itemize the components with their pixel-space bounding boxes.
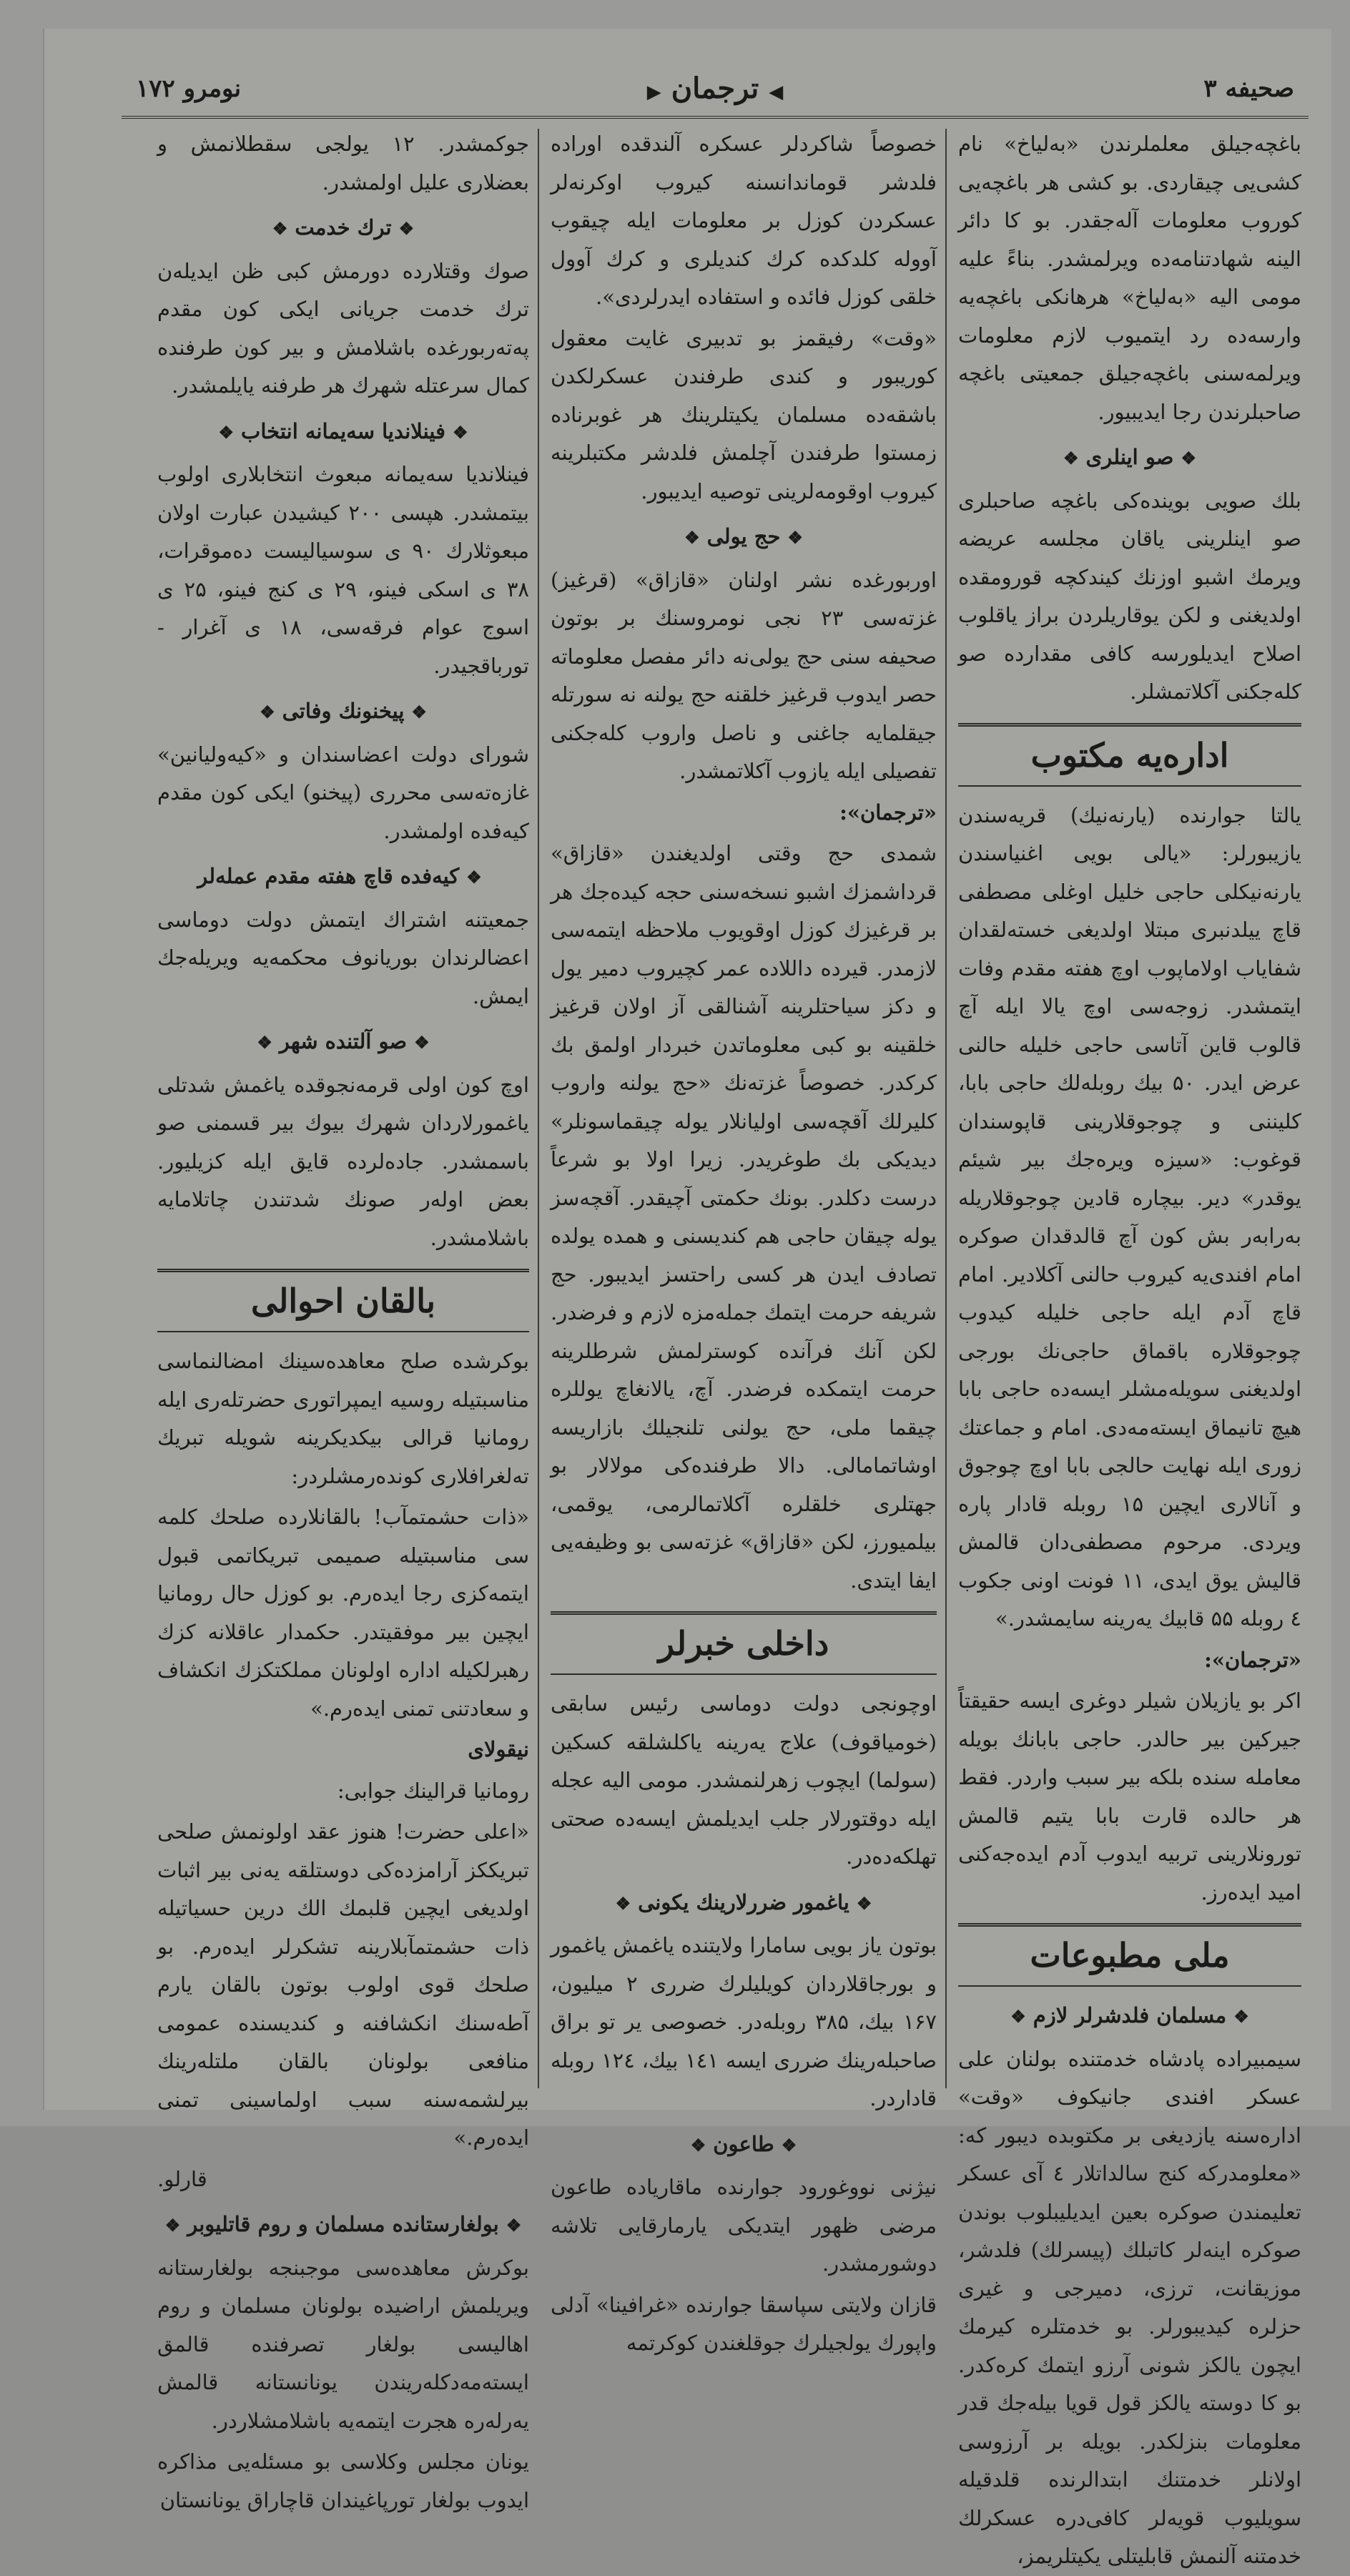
- paragraph: فینلاندیا سەیمانه مبعوث انتخابلاری اولوب بیتمشدر. هپسی ۲۰۰ کیشیدن عبارت اولان مبعوثلارك ۹۰ ی سوسیالیست دەموقرات، ۳۸ ی اسکی فینو، ۲۹ ی کنج فینو، ۲۵ ی اسوج عوام فرقەسی، ۱۸ ی آغرار - تورباقجیدر.: [157, 462, 530, 678]
- subheading: [958, 438, 1301, 478]
- column-left: [157, 125, 530, 2512]
- masthead-title: ترجمان: [671, 72, 759, 105]
- ornament-icon: ❖: [690, 2134, 706, 2155]
- paragraph: بوتون یاز بویی سامارا ولایتنده یاغمش یاغمور و بورجاقلاردان کویلیلرك ضرری ۲ میلیون، ۱۶۷ بیك، ۳۸۵ روبلەدر. خصوصی یر تو براق صاحبلەرینك ضرری ایسه ۱٤۱ بیك، ۱۲٤ روبله قاداردر.: [551, 1933, 937, 2110]
- paragraph: باغچه‌جیلق معلملرندن «بەلیاخ» نام کشی‌یی چیقاردی. بو کشی هر باغچه‌یی کوروب معلومات آلەجقدر. بو کا دائر الینه شهادتنامەده ویرلمشدر. بناءً علیه مومی الیه «بەلیاخ» هرهانکی باغچه‌یه وارسەده رد ایتمیوب لازم معلومات ویرلمەسنی باغچه‌جیلق جمعیتی باغچه صاحبلرندن رجا ایدیبیور.: [958, 132, 1301, 424]
- paragraph: رومانیا قرالینك جوابی:: [337, 1778, 529, 1803]
- attribution: «ترجمان»:: [1204, 1647, 1301, 1672]
- paragraph: سیمبیراده پادشاه خدمتنده بولنان علی عسکر افندی جانیکوف «وقت» ادارەسنه یازدیغی بر مکتوبده دیبور که: «معلومدرکه کنج سالداتلار ٤ آی عسکر تعلیمندن صوکره بعین ایدیلیبلوب بوندن صوکره اینه‌لر کاتبلك (پیسرلك) فلدشر، موزیقانت، ترزی، دمیرجی و غیری حزلره کیدیبورلر. بو خدمتلره کیرمك ایچون یالکز شونی آرزو ایتمك کرەکدر. بو کا دوسته یالکز قول قویا بیلەجك قدر معلومات بنزلکدر. بویله بر آرزوسی اولانلر خدمتنك ابتدالرنده قلدقیله سویلیوب قویەلر کافی‌دره عسکرلك خدمتنه آلنمش قابلیتلی یکیتلریمز،: [958, 2046, 1301, 2568]
- section-title: بالقان احوالی: [157, 1269, 529, 1332]
- paragraph: «ذات حشمتمآب! بالقانلارده صلحك کلمه سی مناسبتیله صمیمی تبریکاتمی قبول ایتمه‌کزی رجا ایدەرم. بو کوزل حال رومانیا ایچین بیر موفقیتدر. حکمدار عاقلانه کزك رهبرلکیله اداره اولونان مملکتکزك انکشاف و سعادتنی تمنی ایدەرم.»: [157, 1505, 529, 1721]
- subheading-text: صو اینلری: [1085, 445, 1174, 469]
- subheading: [551, 518, 937, 557]
- paragraph: بوکرشده صلح معاهدەسینك امضالنماسی مناسبتیله روسیه ایمپراتوری حضرتلەری ایله رومانیا قرالی بیکدیکرینه شویله تبریك تەلغرافلاری کوندەرمشلردر:: [157, 1349, 529, 1488]
- ornament-icon: ❖: [272, 218, 288, 239]
- paragraph: «اعلی حضرت! هنوز عقد اولونمش صلحی تبریککز آرامزده‌کی دوستلقه یەنی بیر اثبات اولدیغی ایچین قلبمك الك درین حسیاتیله ذات حشمتمآبلارینه تشکرلر ایدەرم. بو صلحك قوی اولوب بوتون بالقان یارم آطەسنك انکشافنه و کندیسنده عمومی منافعی بولونان بالقان ملتلەرینك بیرلشمەسنه سبب اولماسینی تمنی ایدەرم.»: [157, 1819, 529, 2150]
- subheading-text: بولغارستانده مسلمان و روم قاتلیوبر: [187, 2212, 499, 2236]
- page-header: [122, 66, 1309, 119]
- issue-number: نومرو ۱۷۲: [136, 74, 242, 103]
- page-number: صحیفه ۳: [1203, 74, 1294, 103]
- ornament-icon: ❖: [414, 1032, 430, 1053]
- attribution: قارلو.: [157, 2166, 207, 2191]
- ornament-icon: ❖: [856, 1892, 872, 1914]
- ornament-icon: ▶: [646, 82, 661, 103]
- column-divider: [945, 129, 947, 2088]
- ornament-icon: ❖: [684, 527, 700, 548]
- subheading-text: مسلمان فلدشرلر لازم: [1033, 2003, 1227, 2027]
- subheading-text: فینلاندیا سەیمانه انتخاب: [241, 418, 445, 443]
- subheading: [958, 1997, 1301, 2036]
- subheading-text: صو آلتنده شهر: [279, 1029, 408, 1053]
- column-divider: [538, 129, 539, 2088]
- ornament-icon: ❖: [1233, 2006, 1249, 2027]
- subheading-text: حج یولی: [706, 524, 781, 549]
- subheading-text: کیەفده قاچ هفته مقدم عملەلر: [197, 864, 460, 888]
- paragraph: جمعیتنه اشتراك ایتمش دولت دوماسی اعضالرندان بوریانوف محکمەیه ویریلەجك ایمش.: [157, 907, 529, 1008]
- ornament-icon: ❖: [257, 1032, 272, 1053]
- attribution: «ترجمان»:: [839, 800, 937, 825]
- paragraph: بوکرش معاهدەسی موجبنجه بولغارستانه ویریلمش اراضیده بولونان مسلمان و روم اهالیسی بولغار تصرفنده قالمق ایستەمەدکلەریندن یونانستانه قالمش یەرلەره هجرت ایتمه‌یه باشلامشلاردر.: [157, 2255, 529, 2433]
- paragraph: خصوصاً شاکردلر عسکره آلندقده اوراده فلدشر قوماندانسنه کیروب اوکرنەلر عسکردن کوزل بر معلومات ایله چیقوب آووله کلدکده کرك کندیلری و کرك آوول خلقی کوزل فائده و استفاده ایدرلردی».: [551, 132, 937, 309]
- ornament-icon: ❖: [164, 2215, 181, 2236]
- subheading: [551, 2125, 937, 2165]
- paragraph: اکر بو یازیلان شیلر دوغری ایسه حقیقتاً جیرکین بیر حالدر. حاجی بابانك بویله معامله سنده بلکه بیر سبب واردر. فقط هر حالده قارت بابا یتیم قالمش تورونلارینی تربیه ایدوب آدم ایدەجەکنی امید ایدەرز.: [958, 1688, 1301, 1904]
- subheading-text: یاغمور ضررلارینك یکونی: [638, 1889, 849, 1914]
- ornament-icon: ❖: [218, 421, 235, 443]
- subheading: [551, 1884, 937, 1923]
- subheading: [157, 857, 529, 897]
- paragraph: اوربورغده نشر اولنان «قازاق» (قرغیز) غزتەسی ۲۳ نجی نومروسنك بر بوتون صحیفه سنی حج یولی‌نه دائر مفصل معلوماته حصر ایدوب قرغیز خلقنه حج یولنه نه سورتله جیقلمایە جاغنی و ناصل واروب کلەجکنی تفصیلی ایله یازوب آکلاتمشدر.: [551, 567, 937, 783]
- paragraph: نیژنی نووغورود جوارنده ماقاریاده طاعون مرضی ظهور ایتدیکی یارمارقایی تلاشه دوشورمشدر.: [551, 2175, 937, 2276]
- subheading-text: طاعون: [713, 2131, 774, 2156]
- section-title: اداره‌یه مکتوب: [958, 723, 1301, 787]
- paragraph: اوچونجی دولت دوماسی رئیس سابقی (خومیاقوف) علاج یەرینه یاکلشلقه کسکین (سولما) ایچوب زهرلنمشدر. مومی الیه عجله ایله دوقتورلار جلب ایدیلمش ایسەده صحتی تهلکەدەدر.: [551, 1691, 937, 1869]
- paragraph: یالتا جوارنده (یارنەنیك) قریەسندن یازیبورلر: «یالی بویی اغنیاسندن یارنەنیكلی حاجی خلیل اوغلی مصطفی قاچ ییلدنبری مبتلا اولدیغی خستەلقدان شفایاب اولاماپوب اوچ هفته مقدم وفات ایتمشدر. زوجەسی اوچ یالا ایله آچ قالوب قاین آتاسی حاجی خلیله حالنی عرض ایدر. ۵۰ بیك روبلەلك حاجی بابا، کلیننی و چوجوقلارینی قاپوسندان قوغوب: «سیزه ویرەجك بیر شیئم یوقدر» دیر. بیچاره قادین چوجوقلاریله بەرابەر بش کون آچ قالدقدان صوکره امام افندی‌یه کیروب حالنی آکلادیر. امام قاچ آدم ایله حاجی خلیله کیدوب چوجوقلاره باقماق حاجی‌نك بورجی اولدیغنی سویلەمشلر ایسەده حاجی بابا هیچ تانیماق ایستەمەدی. امام و جماعتك زوری ایله نهایت حالجی بابا اوچ چوجوق و آنالاری ایچین ۱۵ روبله قادار پاره ویردی. مرحوم مصطفی‌دان قالمش قالیش یوق ایدی، ۱۱ فونت اونی جکوب ٤ روبله ۵۵ قابیك یەرینه سایمشدر.»: [958, 802, 1302, 1631]
- ornament-icon: ❖: [1010, 2006, 1026, 2027]
- subheading-text: پیخنونك وفاتی: [282, 699, 405, 723]
- ornament-icon: ❖: [787, 527, 803, 548]
- attribution: نیقولای: [468, 1737, 529, 1761]
- section-title: ملی مطبوعات: [958, 1923, 1301, 1987]
- subheading: [157, 1023, 529, 1062]
- paragraph: اوچ کون اولی قرمەنجوقده یاغمش شدتلی یاغمورلاردان شهرك بیوك بیر قسمنی صو باسمشدر. جادەلرده قایق ایله کزیلیور. بعض اولەر صونك شدتندن چاتلامایه باشلامشدر.: [157, 1072, 529, 1250]
- ornament-icon: ❖: [506, 2215, 522, 2236]
- subheading: [157, 209, 529, 248]
- ornament-icon: ❖: [452, 421, 468, 443]
- ornament-icon: ❖: [411, 702, 427, 722]
- ornament-icon: ◀: [769, 82, 784, 103]
- paragraph: صوك وقتلارده دورمش کبی ظن ایدیلەن ترك خدمت جریانی ایکی کون مقدم پەتەربورغده باشلامش و بیر کون طرفنده کمال سرعتله شهرك هر طرفنه یایلمشدر.: [157, 258, 529, 398]
- ornament-icon: ❖: [260, 702, 275, 722]
- paragraph: «وقت» رفیقمز بو تدبیری غایت معقول کوریبور و کندی طرفندن عسکرلکدن باشقەده مسلمان یکیتلرینك هر غوبرناده زمستوا طرفندن آچلمش فلدشر مکتبلرینه کیروب اوقومەلرینی توصیه ایدیبور.: [551, 325, 937, 503]
- ornament-icon: ❖: [1063, 448, 1079, 468]
- ornament-icon: ❖: [466, 867, 482, 888]
- paragraph: یونان مجلس وکلاسی بو مسئلەیی مذاکره ایدوب بولغار تورپاغیندان قاچاراق یونانستان: [157, 2449, 529, 2512]
- subheading: [157, 413, 529, 452]
- ornament-icon: ❖: [1181, 448, 1196, 468]
- ornament-icon: ❖: [615, 1892, 631, 1914]
- paragraph: بلك صویی بویندەکی باغچه صاحبلری صو اینلرینی یاقان مجلسه عریضه ویرمك اشبو اوزنك کیندکچه قورومقده اولدیغنی و لکن یوقاریلردن براز یاقلوب اصلاح ایدیلورسه کافی مقدارده صو کلەجکنی آکلاتمشلر.: [958, 488, 1301, 704]
- paragraph: جوکمشدر. ۱۲ یولجی سقطلانمش و بعضلاری علیل اولمشدر.: [157, 132, 530, 195]
- paragraph: قازان ولایتی سپاسقا جوارنده «غرافینا» آدلی واپورك یولجیلرك جوقلغندن کوکرتمه: [551, 2292, 937, 2355]
- subheading: [157, 2206, 529, 2245]
- subheading-text: ترك خدمت: [295, 215, 392, 240]
- ornament-icon: ❖: [781, 2134, 797, 2155]
- ornament-icon: ❖: [398, 218, 415, 239]
- masthead: [647, 72, 784, 105]
- subheading: [157, 692, 529, 732]
- section-title: داخلی خبرلر: [551, 1611, 937, 1675]
- paragraph: شورای دولت اعضاسندان و «کیەولیانین» غازەتەسی محرری (پیخنو) ایکی کون مقدم کیەفده اولمشدر.: [157, 742, 529, 843]
- column-right: [958, 125, 1302, 2568]
- column-middle: [551, 125, 937, 2355]
- paragraph: شمدی حج وقتی اولدیغندن «قازاق» قرداشمزك اشبو نسخەسنی حجه کیدەجك هر بر قرغیزك کوزل اوقویوب ملاحظه ایتمەسی لازمدر. قیرده داللاده عمر کچیروب دمیر یول و دکز سیاحتلرینه آشنالقی آز اولان قرغیز خلقینه بو کبی معلوماتدن خبردار اولمق بك کرکدر. خصوصاً غزتەنك «حج یولنه واروب کلیرلك آقچەسی اولیانلار یوله چیقماسونلر» دیدیکی بك طوغریدر. زیرا اولا بو شرعاً درست دکلدر. بونك حکمتی آچیقدر. آقچەسز یوله چیقان حاجی هم کندیسنی و همده یولده تصادف ایدن هر کسی راحتسز ایدیبور. حج شریفه حرمت ایتمك جملەمزه لازم و فرضدر. لکن آنك فرآنده کوسترلمش شرطلرینه حرمت ایتمکده فرضدر. آچ، یالانغاچ یوللره چیقما ملی، حج یولنی تلنجیلك بازاریسه اوشاتمامالی. دالا طرفنده‌کی مولالار بو جهتلری خلقلره آکلاتمالرمی، یوقمی، بیلمیورز، لکن «قازاق» غزتەسی بو وظیفەیی ایفا ایتدی.: [551, 841, 937, 1593]
